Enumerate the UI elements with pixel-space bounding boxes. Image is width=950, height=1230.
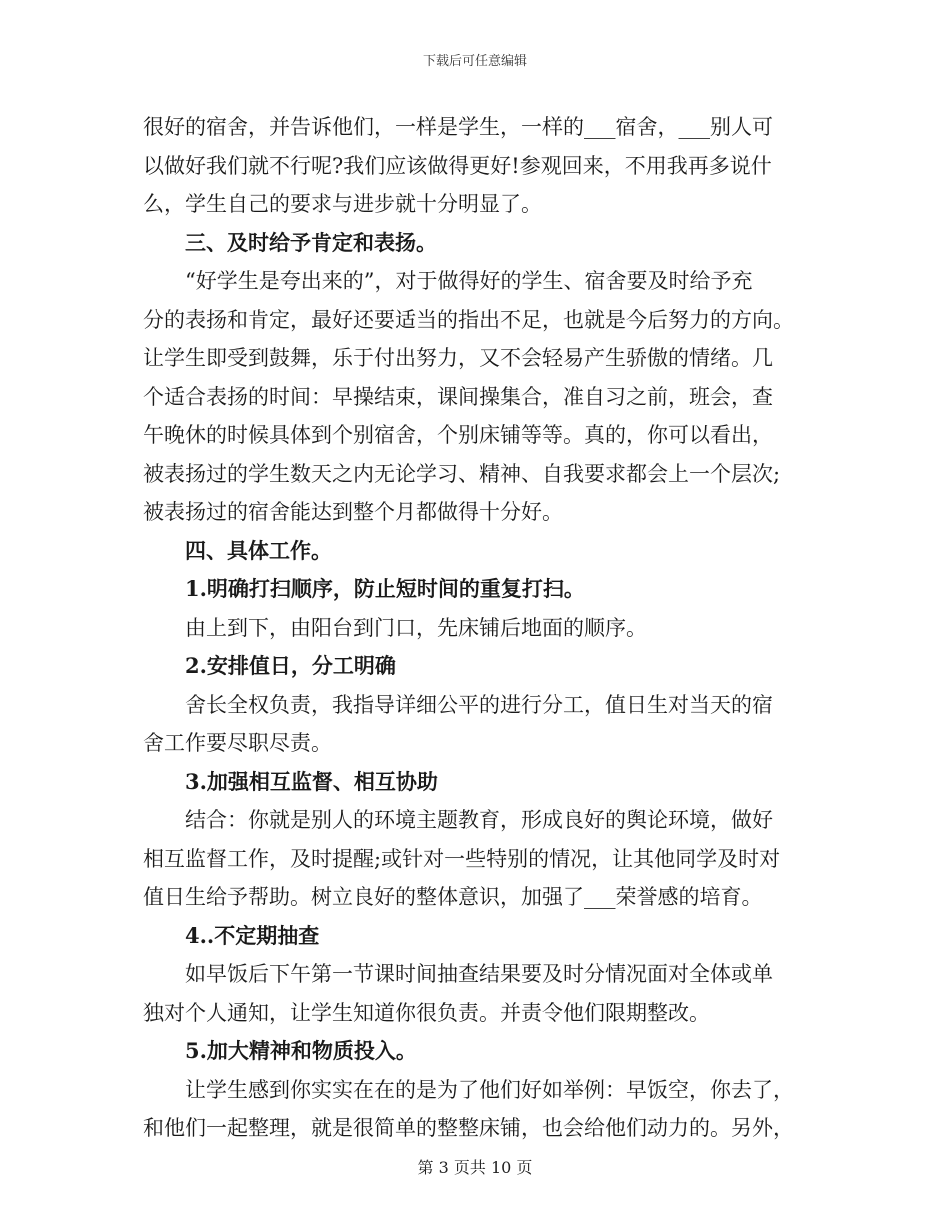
text-line: 由上到下，由阳台到门口，先床铺后地面的顺序。	[185, 615, 647, 640]
text-line: 让学生感到你实实在在的是为了他们好如举例：早饭空，你去了，	[185, 1077, 794, 1102]
document-body	[143, 108, 808, 1148]
page-header: 下载后可任意编辑	[422, 54, 527, 69]
text-line: 被表扬过的宿舍能达到整个月都做得十分好。	[143, 500, 563, 524]
text-line: 被表扬过的学生数天之内无论学习、精神、自我要求都会上一个层次;	[143, 461, 781, 486]
text-line: 相互监督工作，及时提醒;或针对一些特别的情况，让其他同学及时对	[143, 846, 781, 871]
page-footer: 第 3 页共 10 页	[417, 1158, 533, 1177]
text-line: 独对个人通知，让学生知道你很负责。并责令他们限期整改。	[143, 1000, 710, 1025]
section-heading: 2.安排值日，分工明确	[185, 653, 396, 678]
text-line: 很好的宿舍，并告诉他们，一样是学生，一样的___宿舍，___别人可	[143, 115, 773, 139]
text-line: 舍工作要尽职尽责。	[143, 731, 332, 755]
text-line: 舍长全权负责，我指导详细公平的进行分工，值日生对当天的宿	[185, 692, 773, 717]
text-line: 午晚休的时候具体到个别宿舍，个别床铺等等。真的，你可以看出，	[143, 423, 773, 447]
text-line: 如早饭后下午第一节课时间抽查结果要及时分情况面对全体或单	[185, 962, 773, 986]
section-heading: 3.加强相互监督、相互协助	[185, 768, 438, 794]
section-heading: 四、具体工作。	[185, 537, 332, 563]
section-heading: 1.明确打扫顺序，防止短时间的重复打扫。	[185, 576, 585, 601]
section-heading: 4..不定期抽查	[185, 922, 320, 948]
section-heading: 三、及时给予肯定和表扬。	[185, 229, 437, 255]
text-line: 个适合表扬的时间：早操结束，课间操集合，准自习之前，班会，查	[143, 384, 773, 409]
section-heading: 5.加大精神和物质投入。	[185, 1038, 417, 1063]
text-line: 以做好我们就不行呢?我们应该做得更好!参观回来，不用我再多说什	[143, 153, 772, 178]
text-line: 值日生给予帮助。树立良好的整体意识，加强了___荣誉感的培育。	[143, 885, 763, 909]
text-line: “好学生是夸出来的”，对于做得好的学生、宿舍要及时给予充	[185, 269, 753, 293]
text-line: 么，学生自己的要求与进步就十分明显了。	[143, 192, 542, 216]
text-line: 和他们一起整理，就是很简单的整整床铺，也会给他们动力的。另外，	[143, 1116, 794, 1140]
text-line: 结合：你就是别人的环境主题教育，形成良好的舆论环境，做好	[185, 808, 773, 832]
text-line: 让学生即受到鼓舞，乐于付出努力，又不会轻易产生骄傲的情绪。几	[143, 346, 773, 370]
text-line: 分的表扬和肯定，最好还要适当的指出不足，也就是今后努力的方向。	[143, 307, 794, 332]
